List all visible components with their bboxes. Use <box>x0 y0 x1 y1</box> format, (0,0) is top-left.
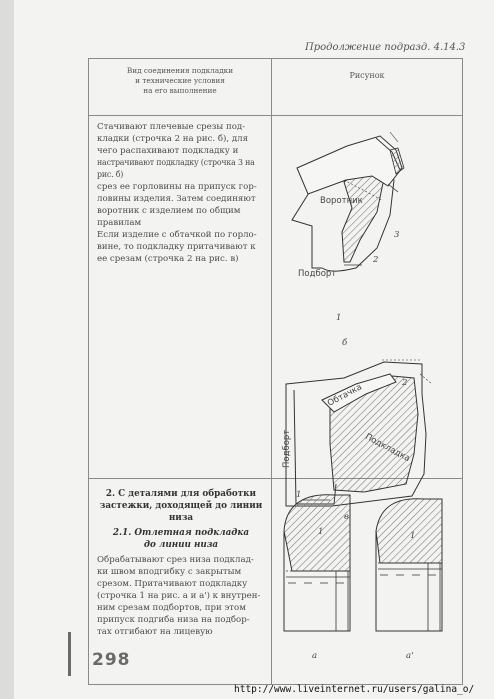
text-line: (строчка 1 на рис. а и а') к внутрен- <box>97 591 261 601</box>
text-line: припуск подгиба низа на подбор- <box>97 615 250 625</box>
text-line: воротник с изделием по общим <box>97 206 241 216</box>
text-line: тах отгибают на лицевую <box>97 627 213 637</box>
text-line: Стачивают плечевые срезы под- <box>97 122 246 132</box>
fig-a2-caption: а' <box>406 651 414 661</box>
fig-b-num-2: 2 <box>373 255 379 265</box>
watermark-url: http://www.liveinternet.ru/users/galina_o/ <box>234 684 475 695</box>
subsection-title-line: 2.1. Отлетная подкладка <box>112 528 250 538</box>
subsection-title-line: до линии низа <box>143 540 219 550</box>
row1-text <box>89 116 272 479</box>
fig-b-caption: б <box>342 338 348 348</box>
fig-a-caption: а <box>312 651 318 661</box>
fig-b-num-3: 3 <box>394 230 400 240</box>
text-line: ки швом вподгибку с закрытым <box>97 567 242 577</box>
text-line: настрачивают подкладку (строчка 3 на рис. б) <box>97 158 255 179</box>
text-line: срез ее горловины на припуск гор- <box>97 182 257 192</box>
text-line: ее срезам (строчка 2 на рис. в) <box>97 254 239 264</box>
header-left <box>89 59 272 116</box>
text-line: ловины изделия. Затем соединяют <box>97 194 256 204</box>
page-number: 298 <box>92 650 131 670</box>
fig-v-num-2: 2 <box>402 378 408 388</box>
section-title <box>97 488 265 524</box>
fig-b-num-1: 1 <box>336 313 342 323</box>
fig-v-label-facing: Подборт <box>282 429 292 468</box>
header-left-line: на его выполнение <box>143 86 217 95</box>
fig-a2-num-1: 1 <box>410 531 416 541</box>
figure-a2-drawing <box>368 491 458 641</box>
section-title-line: низа <box>168 513 194 523</box>
text-line: чего распахивают подкладку и <box>97 146 239 156</box>
page-number-bar <box>68 632 71 676</box>
text-line: кладки (строчка 2 на рис. б), для <box>97 134 249 144</box>
header-left-line: и технические условия <box>135 76 225 85</box>
fig-v-label-obtachka: Обтачка <box>326 382 364 409</box>
header-left-line: Вид соединения подкладки <box>126 66 234 75</box>
header-right: Рисунок <box>272 59 463 116</box>
text-line: Если изделие с обтачкой по горло- <box>97 230 257 240</box>
fig-v-num-1: 1 <box>296 490 302 500</box>
row2-figures <box>272 479 463 685</box>
page-edge-shadow <box>0 0 14 699</box>
text-line: правилам <box>97 218 142 228</box>
text-line: срезом. Притачивают подкладку <box>97 579 248 589</box>
text-line: Обрабатывают срез низа подклад- <box>97 555 254 565</box>
content-table <box>88 58 463 685</box>
text-line: вине, то подкладку притачивают к <box>97 242 256 252</box>
fig-a-num-1: 1 <box>318 527 324 537</box>
continuation-header: Продолжение подразд. 4.14.3 <box>305 42 466 53</box>
text-line: ним срезам подбортов, при этом <box>97 603 246 613</box>
fig-v-label-lining: Подкладка <box>363 432 412 465</box>
fig-b-label-collar: Воротник <box>320 196 363 206</box>
row1-figures <box>272 116 463 500</box>
figure-a-drawing <box>276 491 366 641</box>
section-title-line: застежки, доходящей до линии <box>99 501 263 511</box>
subsection-title <box>97 527 265 551</box>
fig-b-label-facing: Подборт <box>298 269 337 279</box>
section-title-line: 2. С деталями для обработки <box>105 489 257 499</box>
